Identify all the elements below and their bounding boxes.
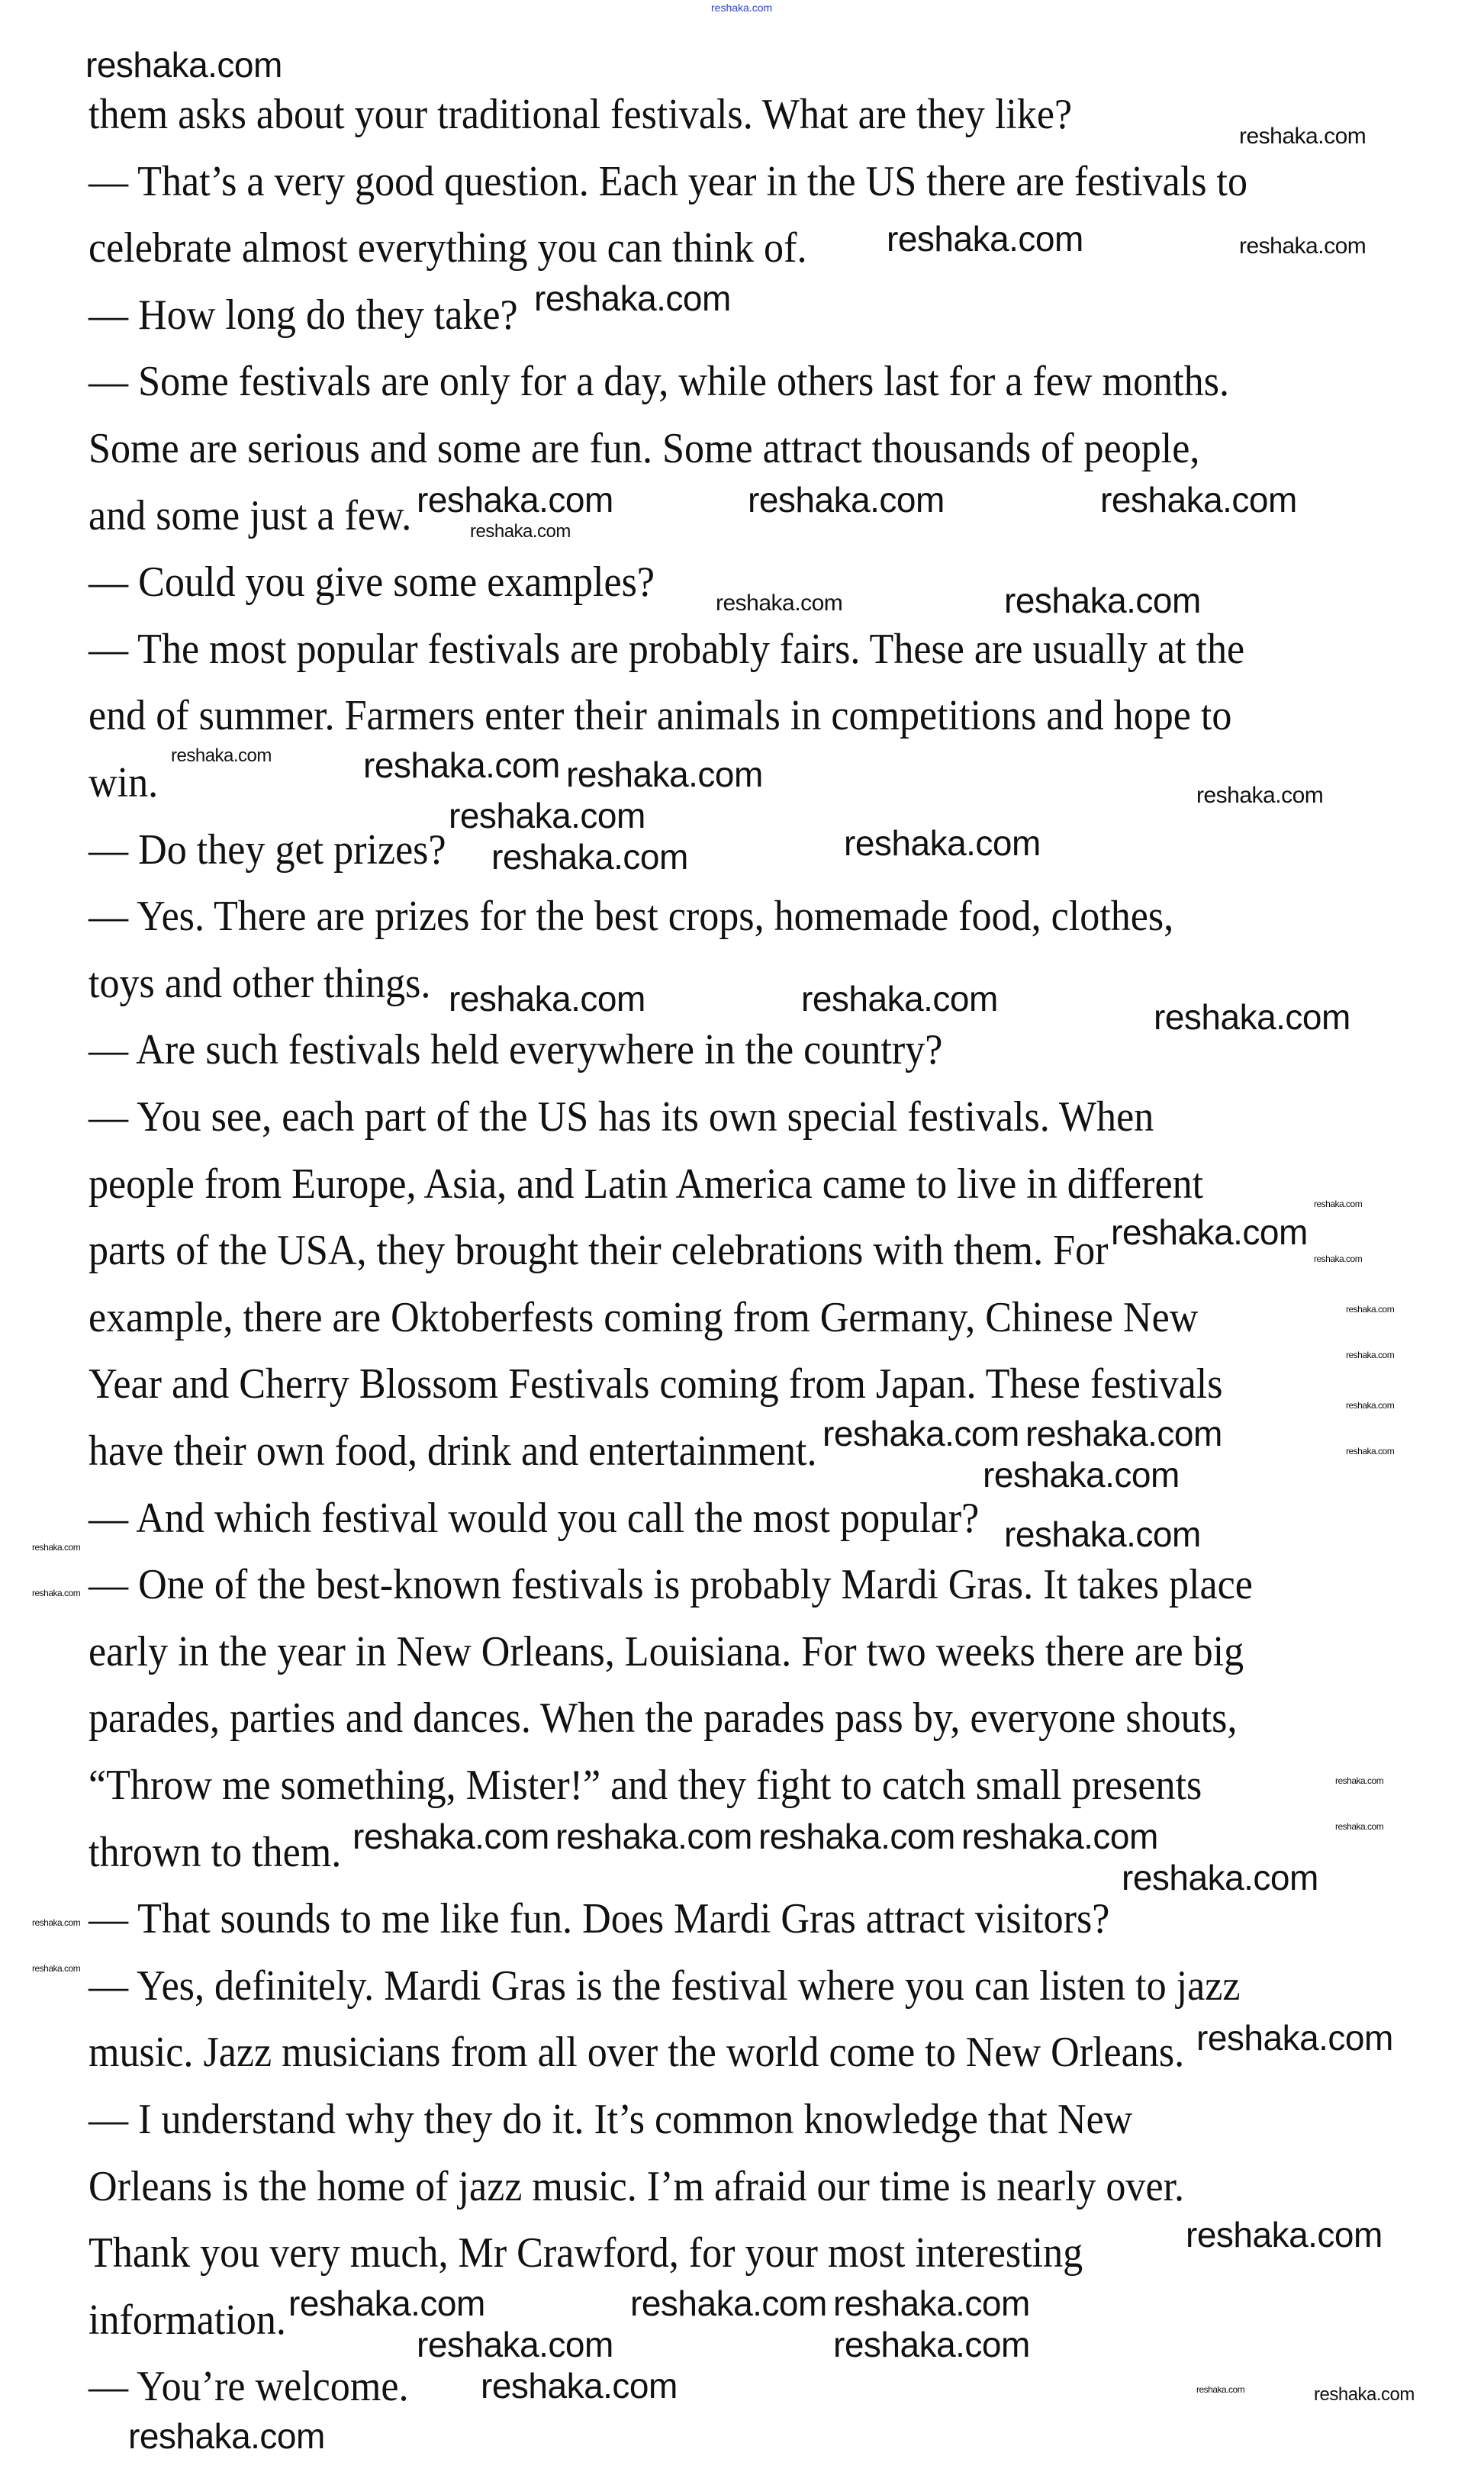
dialogue-line: music. Jazz musicians from all over the world come to New Orleans. [89, 2029, 1185, 2077]
watermark: reshaka.com [1004, 581, 1201, 620]
dialogue-line: — Are such festivals held everywhere in the country? [89, 1026, 943, 1074]
watermark: reshaka.com [449, 796, 645, 835]
watermark: reshaka.com [534, 278, 731, 318]
watermark: reshaka.com [128, 2416, 325, 2456]
dialogue-line: — One of the best-known festivals is probably Mardi Gras. It takes place [89, 1561, 1253, 1609]
dialogue-line: toys and other things. [89, 959, 431, 1007]
watermark: reshaka.com [1122, 1858, 1318, 1897]
watermark: reshaka.com [1314, 2384, 1415, 2405]
watermark: reshaka.com [470, 521, 571, 542]
dialogue-line: early in the year in New Orleans, Louisiana. For two weeks there are big [89, 1627, 1244, 1675]
dialogue-line: — Yes, definitely. Mardi Gras is the festival where you can listen to jazz [89, 1962, 1241, 2010]
dialogue-line: — Yes. There are prizes for the best crops, homemade food, clothes, [89, 893, 1174, 941]
watermark: reshaka.com [417, 480, 613, 520]
watermark: reshaka.com [758, 1817, 955, 1856]
dialogue-line: end of summer. Farmers enter their animals in competitions and hope to [89, 692, 1232, 740]
dialogue-line: — Do they get prizes? [89, 826, 446, 874]
watermark: reshaka.com [1154, 997, 1350, 1037]
dialogue-line: Thank you very much, Mr Crawford, for your most interesting [89, 2229, 1083, 2277]
watermark: reshaka.com [1196, 783, 1324, 808]
dialogue-line: Orleans is the home of jazz music. I’m afraid our time is nearly over. [89, 2162, 1185, 2210]
dialogue-line: — You’re welcome. [89, 2363, 409, 2411]
watermark: reshaka.com [1346, 1446, 1395, 1456]
watermark: reshaka.com [1100, 480, 1297, 520]
watermark: reshaka.com [1335, 1821, 1384, 1832]
dialogue-line: example, there are Oktoberfests coming from Germany, Chinese New [89, 1293, 1199, 1341]
dialogue-line: “Throw me something, Mister!” and they fight to catch small presents [89, 1762, 1202, 1809]
dialogue-line: — Could you give some examples? [89, 558, 655, 607]
header-watermark: reshaka.com [711, 2, 773, 14]
dialogue-line: Year and Cherry Blossom Festivals coming from Japan. These festivals [89, 1360, 1223, 1408]
watermark: reshaka.com [1186, 2215, 1383, 2255]
watermark: reshaka.com [983, 1455, 1180, 1495]
watermark: reshaka.com [85, 45, 282, 85]
watermark: reshaka.com [1314, 1199, 1363, 1209]
watermark: reshaka.com [566, 755, 763, 794]
watermark: reshaka.com [1346, 1350, 1395, 1360]
dialogue-line: celebrate almost everything you can think of. [89, 224, 807, 272]
watermark: reshaka.com [32, 1588, 81, 1598]
dialogue-line: — That sounds to me like fun. Does Mardi Gras attract visitors? [89, 1895, 1110, 1943]
dialogue-line: — The most popular festivals are probably fairs. These are usually at the [89, 625, 1245, 673]
watermark: reshaka.com [961, 1817, 1158, 1856]
watermark: reshaka.com [1196, 2384, 1245, 2395]
watermark: reshaka.com [491, 837, 688, 877]
watermark: reshaka.com [171, 745, 272, 766]
watermark: reshaka.com [32, 1542, 81, 1553]
watermark: reshaka.com [1346, 1304, 1395, 1315]
watermark: reshaka.com [32, 1917, 81, 1928]
dialogue-line: information. [89, 2296, 286, 2344]
dialogue-line: thrown to them. [89, 1828, 342, 1876]
dialogue-line: them asks about your traditional festivals. What are they like? [89, 91, 1073, 138]
dialogue-line: — You see, each part of the US has its own special festivals. When [89, 1093, 1154, 1141]
watermark: reshaka.com [363, 745, 560, 785]
dialogue-line: — That’s a very good question. Each year in the US there are festivals to [89, 157, 1248, 205]
watermark: reshaka.com [801, 979, 998, 1019]
watermark: reshaka.com [748, 480, 945, 520]
watermark: reshaka.com [833, 2325, 1030, 2364]
watermark: reshaka.com [630, 2284, 827, 2323]
dialogue-line: parts of the USA, they brought their celebrations with them. For [89, 1227, 1109, 1275]
dialogue-line: — I understand why they do it. It’s common knowledge that New [89, 2096, 1133, 2143]
watermark: reshaka.com [1025, 1414, 1222, 1453]
watermark: reshaka.com [32, 1963, 81, 1974]
dialogue-line: Some are serious and some are fun. Some attract thousands of people, [89, 425, 1200, 472]
dialogue-line: have their own food, drink and entertainment. [89, 1427, 817, 1475]
watermark: reshaka.com [1239, 233, 1367, 259]
watermark: reshaka.com [449, 979, 645, 1019]
watermark: reshaka.com [887, 219, 1083, 259]
watermark: reshaka.com [822, 1414, 1019, 1453]
dialogue-line: parades, parties and dances. When the parades pass by, everyone shouts, [89, 1695, 1238, 1743]
dialogue-line: — How long do they take? [89, 291, 518, 339]
watermark: reshaka.com [1196, 2018, 1393, 2058]
dialogue-line: and some just a few. [89, 491, 412, 539]
watermark: reshaka.com [1111, 1212, 1308, 1252]
watermark: reshaka.com [555, 1817, 752, 1856]
watermark: reshaka.com [844, 823, 1041, 863]
watermark: reshaka.com [1239, 124, 1367, 149]
watermark: reshaka.com [1335, 1775, 1384, 1786]
dialogue-line: people from Europe, Asia, and Latin America came to live in different [89, 1160, 1204, 1208]
dialogue-line: — Some festivals are only for a day, while others last for a few months. [89, 358, 1229, 406]
watermark: reshaka.com [1346, 1400, 1395, 1411]
watermark: reshaka.com [481, 2366, 678, 2406]
watermark: reshaka.com [352, 1817, 549, 1856]
watermark: reshaka.com [1314, 1254, 1363, 1264]
watermark: reshaka.com [1004, 1514, 1201, 1554]
watermark: reshaka.com [716, 591, 843, 616]
watermark: reshaka.com [833, 2284, 1030, 2323]
dialogue-line: — And which festival would you call the most popular? [89, 1494, 980, 1542]
dialogue-line: win. [89, 759, 159, 806]
watermark: reshaka.com [417, 2325, 613, 2364]
watermark: reshaka.com [288, 2284, 485, 2323]
